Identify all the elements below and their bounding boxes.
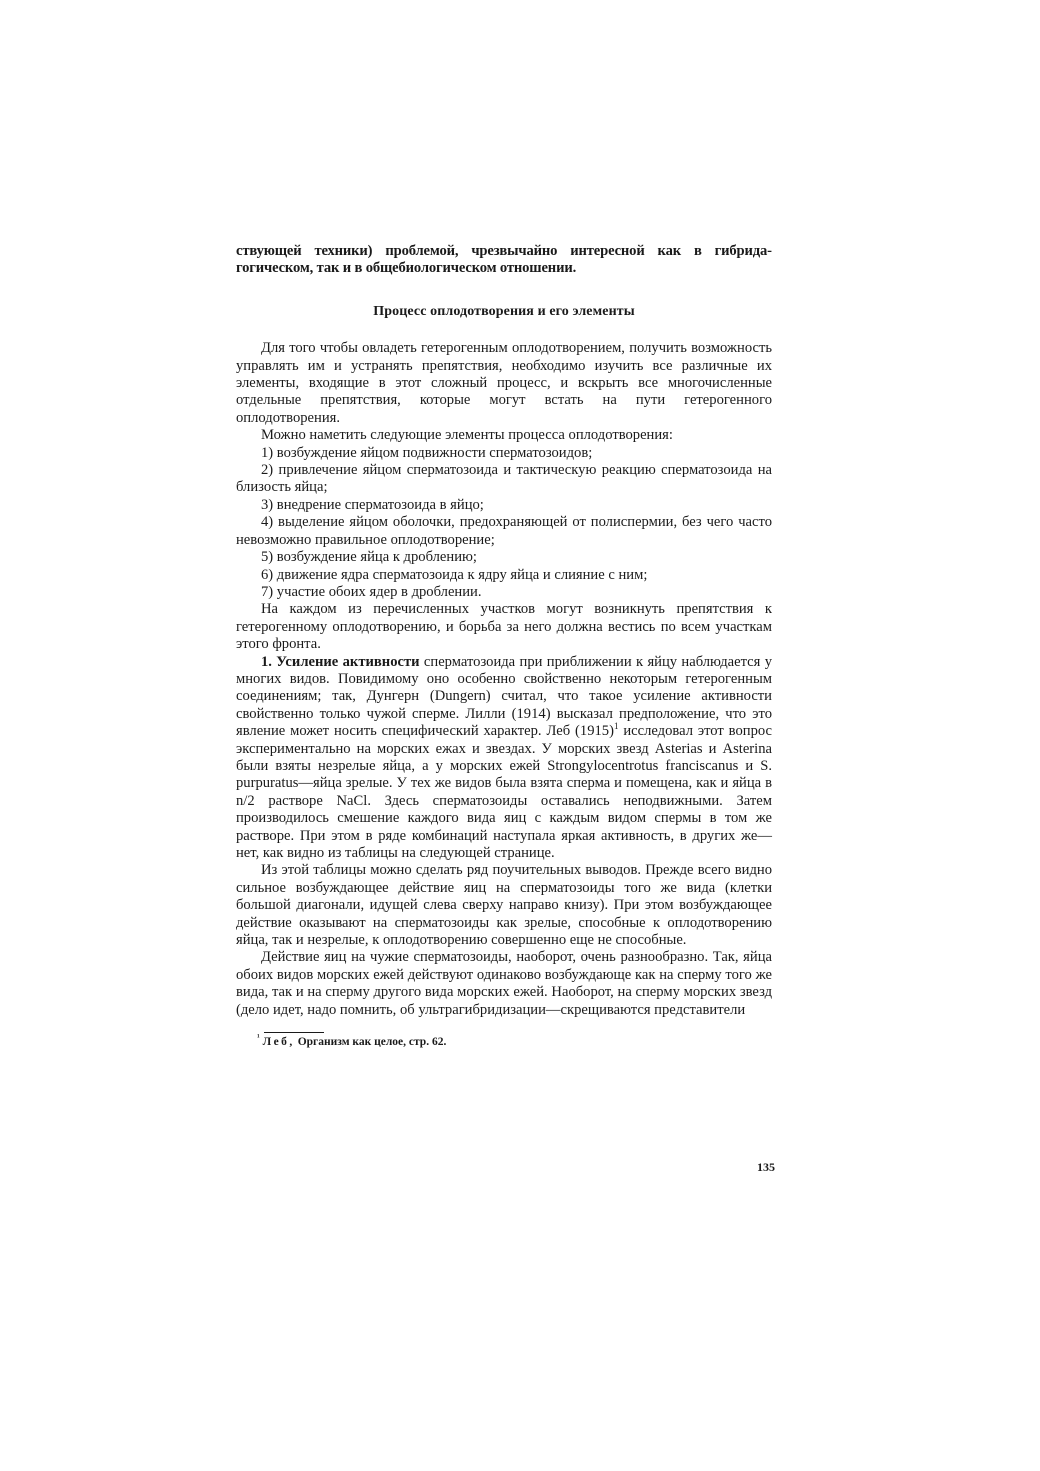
list-item-1: 1) возбуждение яйцом подвижности сперматозоидов; [261,444,593,461]
paragraph-3-text-b: исследовал этот вопрос экспериментально на морских ежах и звездах. У морских звезд Asterias и Asterina были взяты незрелые яйца, а у морских ежей Strongylocentrotus franciscanus и S. purpuratus—яйца зрелые. У тех же видов была взята сперма и помещена, как и яйца в n/2 растворе NaCl. Здесь сперматозоиды оставались неподвижными. Затем производилось смешение каждого вида яиц с каждым видом спермы в том же растворе. При этом в ряде комбинаций наступала яркая активность, в других же—нет, как видно из таблицы на следующей странице. [236,723,773,861]
list-item-2: 2) привлечение яйцом сперматозоида и тактическую реакцию сперматозоида на близость яйца; [236,462,772,496]
list-item-4: 4) выделение яйцом оболочки, предохраняющей от полиспермии, без чего часто невозможно правильное оплодотворение; [236,514,772,548]
paragraph-4: Из этой таблицы можно сделать ряд поучительных выводов. Прежде всего видно сильное возбуждающее действие яиц на сперматозоиды того же вида (клетки большой диагонали, идущей слева сверху направо книзу). При этом возбуждающее действие оказывают на сперматозоиды как зрелые, способные к оплодотворению яйца, так и незрелые, к оплодотворению совершенно еще не способные. [236,862,772,949]
footnote-author: Леб, [262,1036,295,1049]
elements-list [236,445,772,602]
paragraph-5: Действие яиц на чужие сперматозоиды, наоборот, очень разнообразно. Так, яйца обоих видов морских ежей действуют одинаково возбуждающе как на сперму того же вида, так и на сперму другого вида морских ежей. Наоборот, на сперму морских звезд (дело идет, надо помнить, об ультрагибридизации—скрещиваются представители [236,949,772,1018]
footnote [257,1032,772,1050]
list-item-6: 6) движение ядра сперматозоида к ядру яйца и слияние с ним; [261,566,648,583]
footnote-ref: 1 [613,721,619,732]
page-number: 135 [757,1160,775,1174]
footnote-divider [264,1032,324,1033]
list-item-7: 7) участие обоих ядер в дроблении. [261,583,482,600]
section-title: Процесс оплодотворения и его элементы [373,303,635,319]
list-item-5: 5) возбуждение яйца к дроблению; [261,549,477,566]
intro-continuation: ствующей техники) проблемой, чрезвычайно интересной как в гибридагогическом, так и в общебиологическом отношении. [236,243,772,277]
footnote-text: Организм как целое, стр. 62. [297,1036,447,1049]
paragraph-3 [236,654,772,863]
page-body [236,243,772,1050]
paragraph-2: На каждом из перечисленных участков могут возникнуть препятствия к гетерогенному оплодотворению, и борьба за него должна вестись по всем участкам этого фронта. [236,601,772,653]
paragraph-3-text-a: сперматозоида при приближении к яйцу наблюдается у многих видов. Повидимому оно особенно свойственно некоторым гетерогенным соединениям; так, Дунгерн (Dungern) считал, что такое усиление активности свойственно только чужой сперме. Лилли (1914) высказал предположение, что это явление может носить специфический характер. Леб (1915) [236,653,772,740]
paragraph-3-lead: 1. Усиление активности [261,653,420,670]
footnote-marker: ¹ [257,1032,260,1043]
list-item-3: 3) внедрение сперматозоида в яйцо; [261,496,484,513]
list-intro: Можно наметить следующие элементы процесса оплодотворения: [261,427,673,444]
paragraph-1: Для того чтобы овладеть гетерогенным оплодотворением, получить возможность управлять им и устранять препятствия, необходимо изучить все различные их элементы, входящие в этот сложный процесс, и вскрыть все многочисленные отдельные препятствия, которые могут встать на пути гетерогенного оплодотворения. [236,340,772,426]
